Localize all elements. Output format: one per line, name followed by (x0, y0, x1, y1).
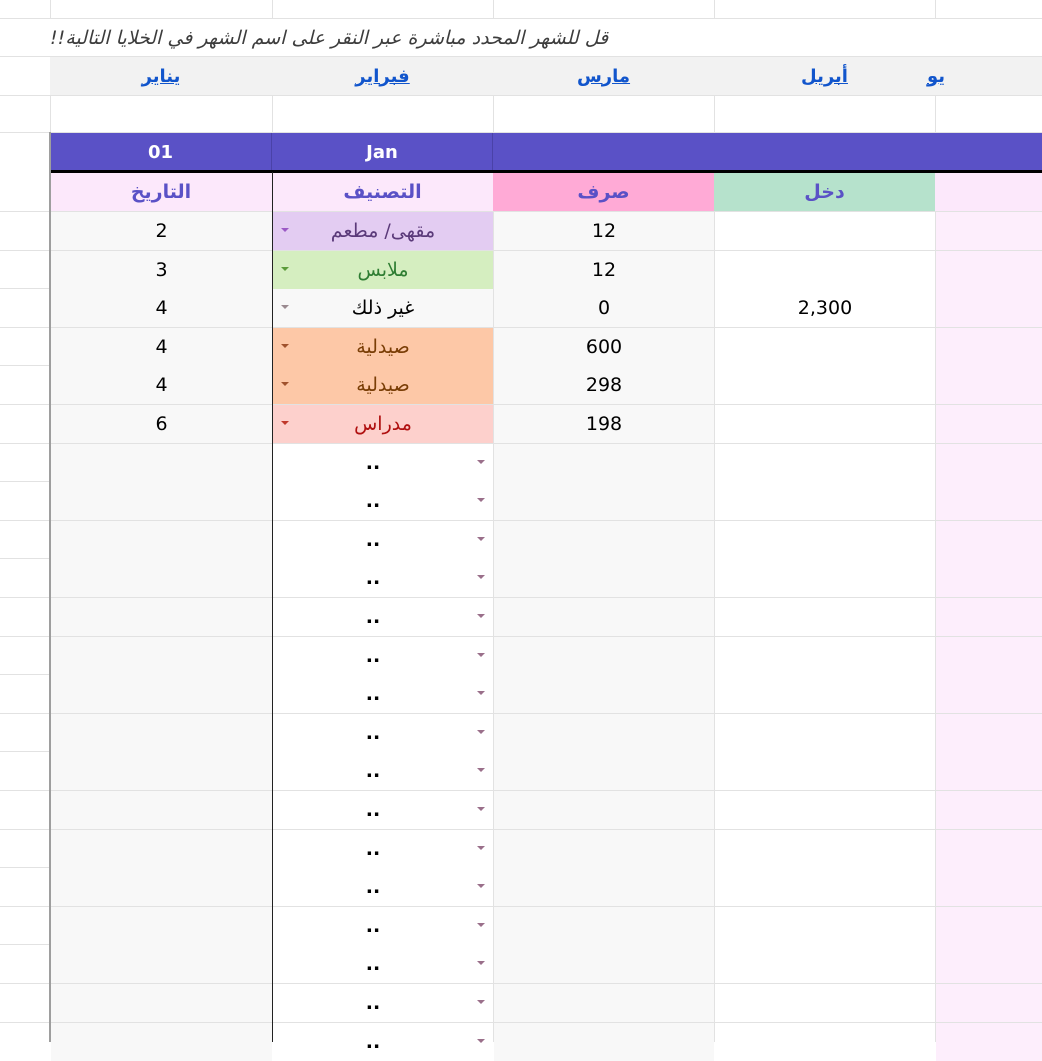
expense-cell[interactable] (494, 907, 714, 945)
extra-cell (936, 868, 1042, 906)
category-placeholder: .. (365, 799, 381, 821)
dropdown-arrow-icon[interactable] (477, 1000, 485, 1004)
notice-text: قل للشهر المحدد مباشرة عبر النقر على اسم الشهر في الخلايا التالية!! (50, 19, 1042, 56)
extra-cell (936, 830, 1042, 868)
expense-cell[interactable] (494, 714, 714, 752)
category-dropdown[interactable] (273, 945, 493, 983)
table-left-border (49, 132, 51, 1042)
date-cell[interactable] (51, 791, 272, 829)
extra-cell (936, 907, 1042, 945)
dropdown-arrow-icon[interactable] (281, 344, 289, 348)
expense-cell[interactable]: 0 (494, 289, 714, 327)
income-cell[interactable] (715, 328, 935, 366)
date-cell[interactable]: 3 (51, 251, 272, 289)
expense-cell[interactable] (494, 752, 714, 790)
dropdown-arrow-icon[interactable] (477, 730, 485, 734)
month-link[interactable]: أبريل (801, 65, 848, 87)
income-cell[interactable] (715, 984, 935, 1022)
expense-cell[interactable] (494, 984, 714, 1022)
category-placeholder: .. (365, 529, 381, 551)
dropdown-arrow-icon[interactable] (477, 1039, 485, 1043)
date-cell[interactable]: 6 (51, 405, 272, 443)
extra-cell (936, 366, 1042, 404)
dropdown-arrow-icon[interactable] (477, 691, 485, 695)
category-dropdown[interactable] (273, 791, 493, 829)
extra-cell (936, 1023, 1042, 1061)
category-placeholder: .. (365, 645, 381, 667)
income-cell[interactable] (715, 907, 935, 945)
extra-cell (936, 675, 1042, 713)
extra-cell (936, 598, 1042, 636)
extra-cell (936, 945, 1042, 983)
expense-cell[interactable] (494, 444, 714, 482)
date-cell[interactable]: 4 (51, 289, 272, 327)
dropdown-arrow-icon[interactable] (477, 807, 485, 811)
dropdown-arrow-icon[interactable] (477, 537, 485, 541)
income-cell[interactable] (715, 405, 935, 443)
income-cell[interactable] (715, 212, 935, 250)
dropdown-arrow-icon[interactable] (281, 305, 289, 309)
category-dropdown[interactable] (273, 984, 493, 1022)
month-cell (714, 57, 935, 95)
dropdown-arrow-icon[interactable] (477, 884, 485, 888)
extra-cell (936, 212, 1042, 250)
category-dropdown[interactable] (273, 637, 493, 675)
category-dropdown[interactable] (273, 907, 493, 945)
expense-header: صرف (493, 173, 714, 211)
extra-cell (936, 482, 1042, 520)
category-dropdown[interactable] (273, 289, 493, 327)
category-dropdown[interactable] (273, 444, 493, 482)
dropdown-arrow-icon[interactable] (477, 614, 485, 618)
dropdown-arrow-icon[interactable] (477, 460, 485, 464)
expense-cell[interactable]: 12 (494, 212, 714, 250)
grid-hline (0, 95, 1042, 96)
dropdown-arrow-icon[interactable] (281, 382, 289, 386)
expense-cell[interactable]: 298 (494, 366, 714, 404)
expense-cell[interactable] (494, 521, 714, 559)
category-label: مقهى/ مطعم (330, 220, 436, 242)
category-dropdown[interactable] (273, 675, 493, 713)
expense-cell[interactable] (494, 791, 714, 829)
category-placeholder: .. (365, 992, 381, 1014)
category-dropdown[interactable] (273, 405, 493, 443)
dropdown-arrow-icon[interactable] (477, 768, 485, 772)
dropdown-arrow-icon[interactable] (477, 923, 485, 927)
expense-cell[interactable] (494, 945, 714, 983)
category-dropdown[interactable] (273, 868, 493, 906)
date-cell[interactable] (51, 637, 272, 675)
income-cell[interactable] (715, 637, 935, 675)
extra-cell (936, 405, 1042, 443)
category-placeholder: .. (365, 876, 381, 898)
extra-cell (936, 251, 1042, 289)
category-dropdown[interactable] (273, 1023, 493, 1061)
category-placeholder: .. (365, 452, 381, 474)
income-cell[interactable] (715, 1023, 935, 1061)
income-cell[interactable] (715, 444, 935, 482)
month-link[interactable]: فبراير (355, 65, 410, 87)
expense-cell[interactable] (494, 598, 714, 636)
income-cell[interactable] (715, 868, 935, 906)
category-placeholder: .. (365, 722, 381, 744)
category-placeholder: .. (365, 606, 381, 628)
expense-cell[interactable] (494, 675, 714, 713)
category-placeholder: .. (365, 490, 381, 512)
extra-cell (936, 521, 1042, 559)
dropdown-arrow-icon[interactable] (477, 498, 485, 502)
category-label: غير ذلك (351, 297, 415, 319)
extra-cell (936, 637, 1042, 675)
date-cell[interactable] (51, 868, 272, 906)
income-cell[interactable] (715, 830, 935, 868)
category-placeholder: .. (365, 953, 381, 975)
dropdown-arrow-icon[interactable] (477, 961, 485, 965)
income-cell[interactable] (715, 675, 935, 713)
expense-cell[interactable] (494, 1023, 714, 1061)
income-cell[interactable] (715, 945, 935, 983)
dropdown-arrow-icon[interactable] (477, 575, 485, 579)
date-cell[interactable] (51, 559, 272, 597)
category-dropdown[interactable] (273, 714, 493, 752)
expense-cell[interactable]: 198 (494, 405, 714, 443)
expense-cell[interactable]: 600 (494, 328, 714, 366)
category-dropdown[interactable] (273, 328, 493, 366)
category-placeholder: .. (365, 683, 381, 705)
banner-fill (493, 133, 1042, 171)
date-cell[interactable] (51, 675, 272, 713)
date-cell[interactable] (51, 482, 272, 520)
date-cell[interactable] (51, 830, 272, 868)
category-column-border (272, 172, 273, 1042)
income-header: دخل (714, 173, 935, 211)
month-link[interactable]: يو (927, 65, 946, 87)
category-placeholder: .. (365, 567, 381, 589)
income-cell[interactable] (715, 366, 935, 404)
date-header: التاريخ (50, 173, 272, 211)
dropdown-arrow-icon[interactable] (477, 653, 485, 657)
header-extra-cell (935, 173, 1042, 211)
extra-cell (936, 752, 1042, 790)
expense-cell[interactable] (494, 559, 714, 597)
date-cell[interactable] (51, 521, 272, 559)
category-dropdown[interactable] (273, 212, 493, 250)
category-label: مدراس (354, 413, 412, 435)
month-cell (272, 57, 493, 95)
income-cell[interactable] (715, 251, 935, 289)
dropdown-arrow-icon[interactable] (281, 421, 289, 425)
dropdown-arrow-icon[interactable] (477, 846, 485, 850)
extra-cell (936, 984, 1042, 1022)
category-dropdown[interactable] (273, 752, 493, 790)
category-dropdown[interactable] (273, 482, 493, 520)
category-label: صيدلية (356, 374, 410, 396)
month-link[interactable]: يناير (141, 65, 181, 87)
expense-cell[interactable] (494, 482, 714, 520)
category-dropdown[interactable] (273, 366, 493, 404)
category-placeholder: .. (365, 1031, 381, 1053)
income-cell[interactable]: 2,300 (715, 289, 935, 327)
date-cell[interactable] (51, 444, 272, 482)
date-cell[interactable] (51, 1023, 272, 1061)
extra-cell (936, 714, 1042, 752)
category-dropdown[interactable] (273, 251, 493, 289)
dropdown-arrow-icon[interactable] (281, 267, 289, 271)
category-label: ملابس (357, 259, 409, 281)
extra-cell (936, 328, 1042, 366)
expense-cell[interactable]: 12 (494, 251, 714, 289)
date-cell[interactable]: 4 (51, 366, 272, 404)
month-link[interactable]: مارس (576, 65, 631, 87)
date-cell[interactable] (51, 907, 272, 945)
category-dropdown[interactable] (273, 521, 493, 559)
extra-cell (936, 559, 1042, 597)
income-cell[interactable] (715, 598, 935, 636)
income-cell[interactable] (715, 521, 935, 559)
expense-cell[interactable] (494, 830, 714, 868)
category-label: صيدلية (356, 336, 410, 358)
date-cell[interactable]: 4 (51, 328, 272, 366)
expense-cell[interactable] (494, 637, 714, 675)
date-cell[interactable]: 2 (51, 212, 272, 250)
date-cell[interactable] (51, 598, 272, 636)
income-cell[interactable] (715, 714, 935, 752)
dropdown-arrow-icon[interactable] (281, 228, 289, 232)
date-cell[interactable] (51, 984, 272, 1022)
category-placeholder: .. (365, 915, 381, 937)
date-cell[interactable] (51, 752, 272, 790)
category-placeholder: .. (365, 838, 381, 860)
category-dropdown[interactable] (273, 830, 493, 868)
income-cell[interactable] (715, 482, 935, 520)
expense-cell[interactable] (494, 868, 714, 906)
month-cell (493, 57, 714, 95)
month-number: 01 (50, 133, 272, 171)
category-dropdown[interactable] (273, 598, 493, 636)
income-cell[interactable] (715, 791, 935, 829)
month-cell (927, 57, 1042, 95)
extra-cell (936, 289, 1042, 327)
category-placeholder: .. (365, 760, 381, 782)
income-cell[interactable] (715, 752, 935, 790)
date-cell[interactable] (51, 945, 272, 983)
extra-cell (936, 791, 1042, 829)
month-cell (50, 57, 272, 95)
income-cell[interactable] (715, 559, 935, 597)
category-header: التصنيف (272, 173, 493, 211)
extra-cell (936, 444, 1042, 482)
month-name: Jan (272, 133, 493, 171)
category-dropdown[interactable] (273, 559, 493, 597)
date-cell[interactable] (51, 714, 272, 752)
